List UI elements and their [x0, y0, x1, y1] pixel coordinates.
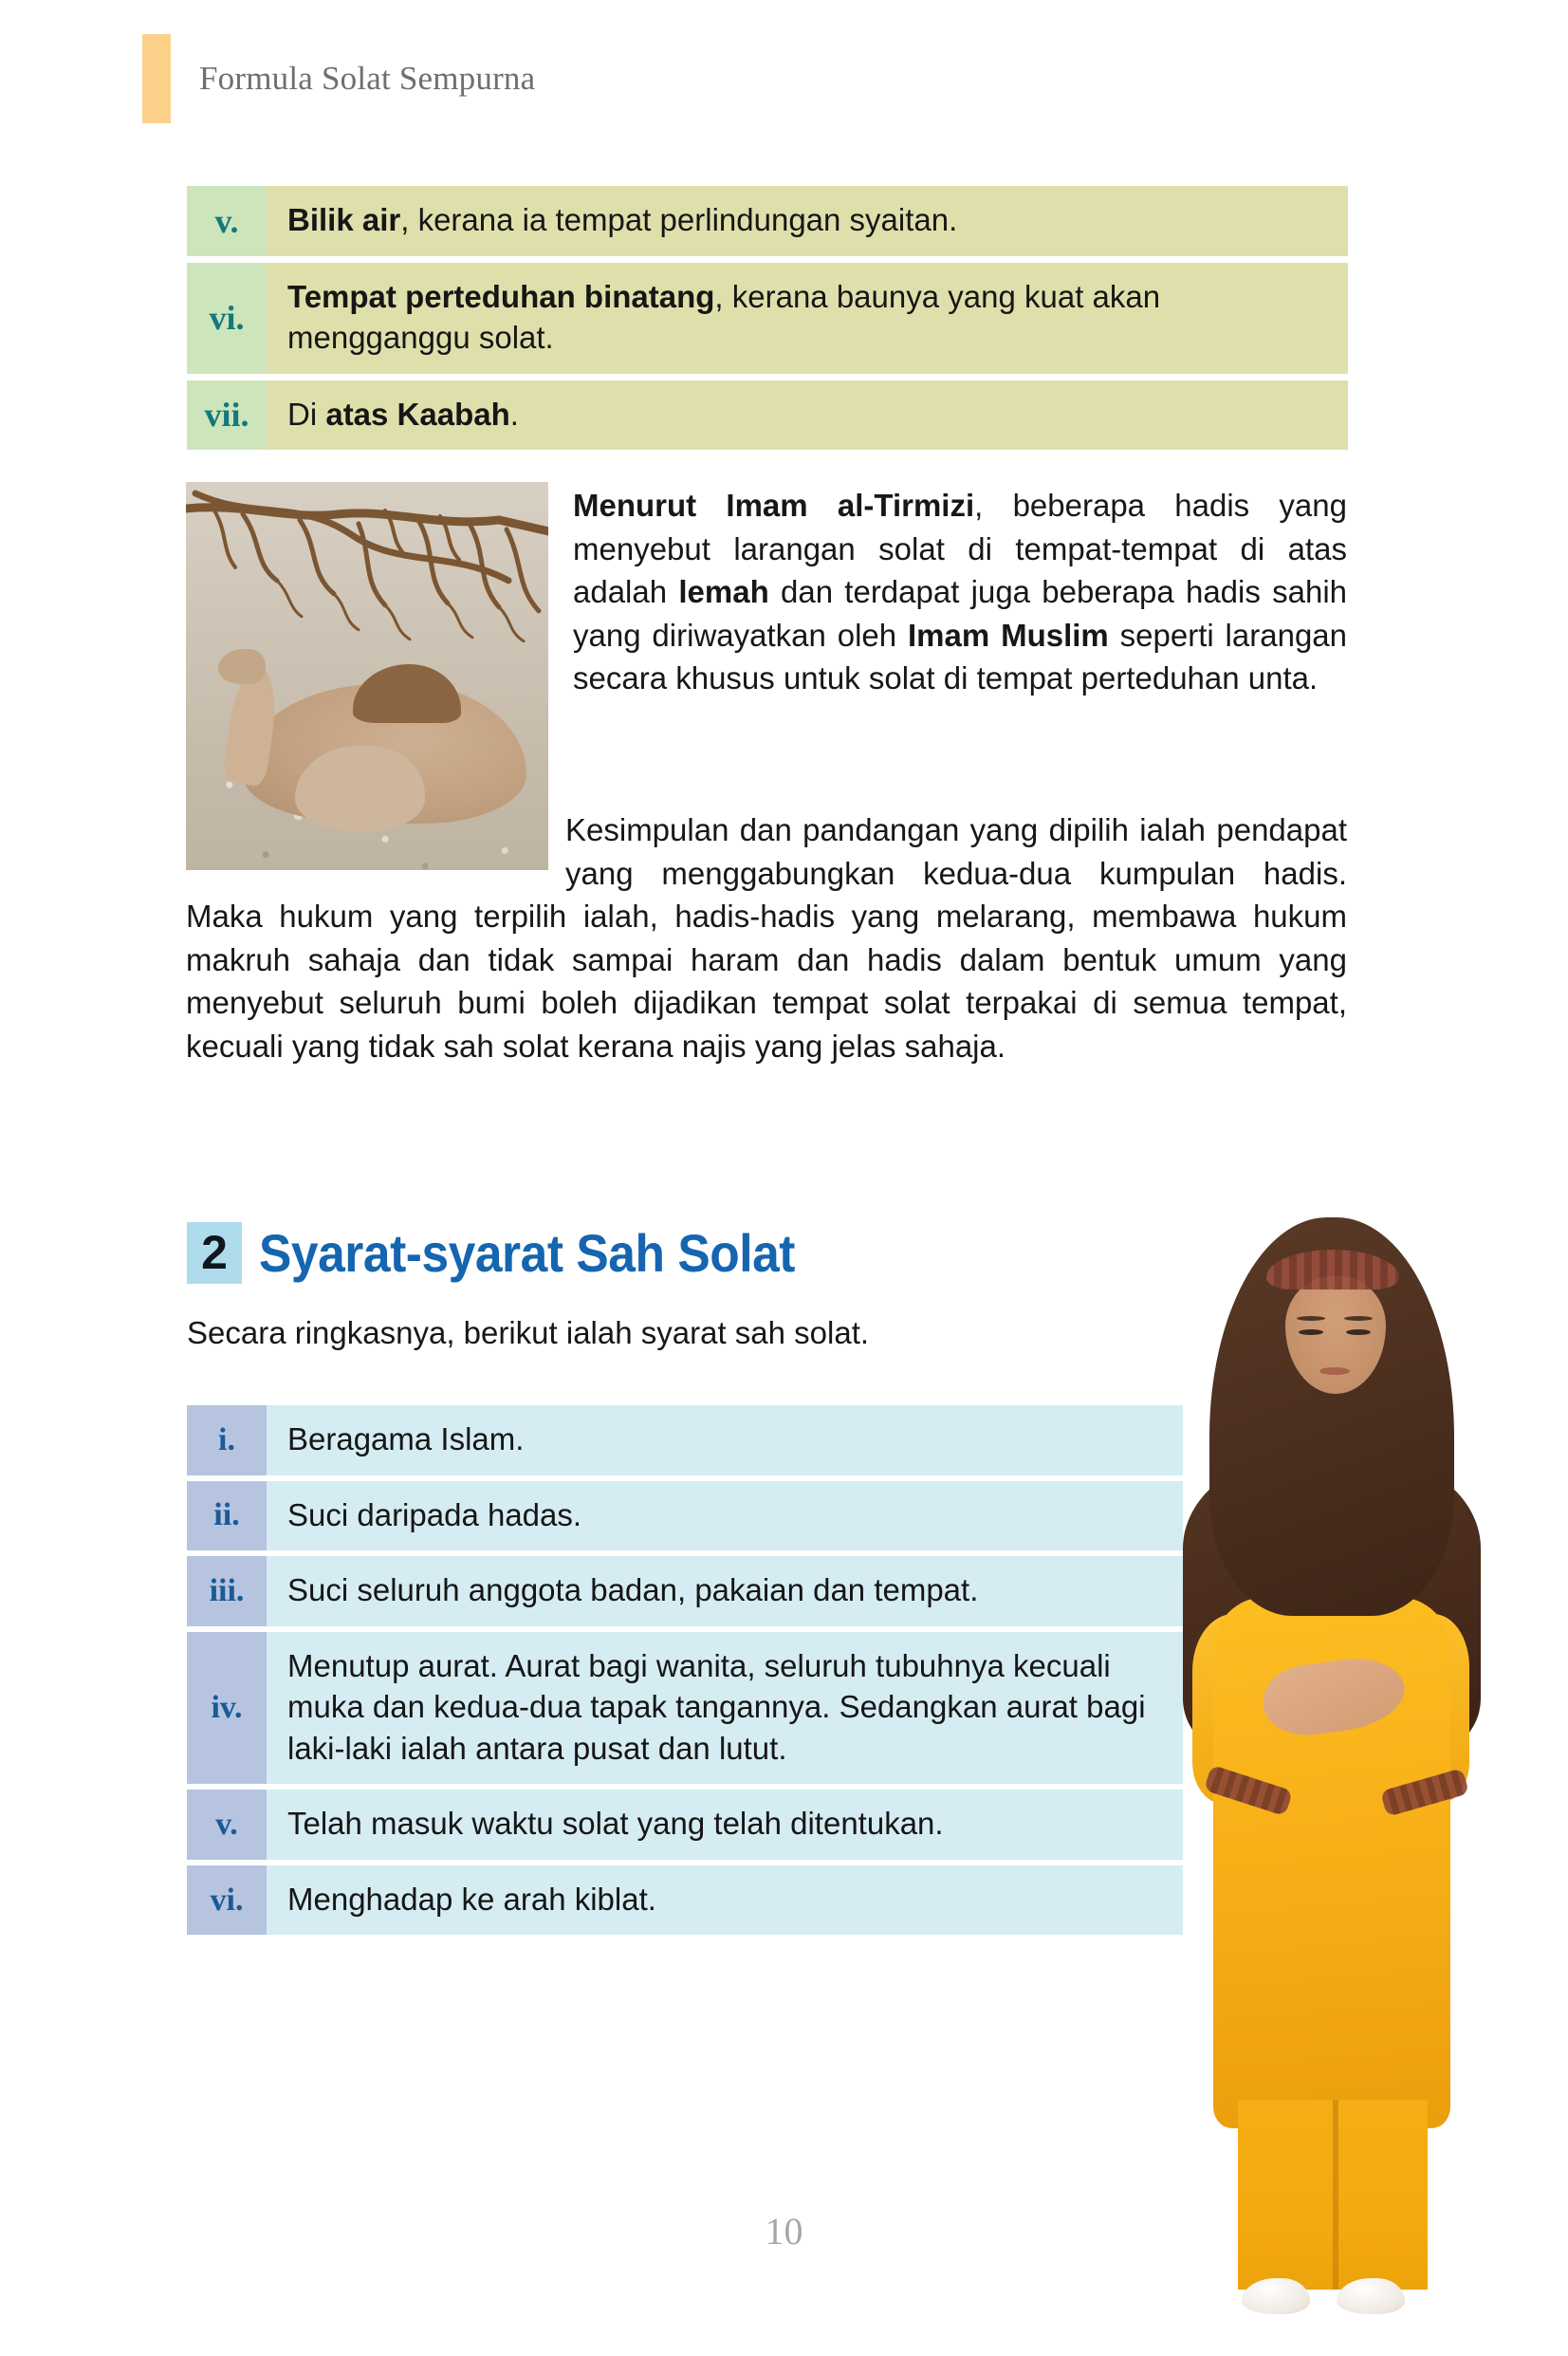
row-text: [267, 186, 1348, 256]
paragraph-kesimpulan-wrapper: [186, 808, 1347, 1067]
section-title: Syarat-syarat Sah Solat: [259, 1223, 795, 1283]
tirmizi-bold-1: Menurut Imam al-Tirmizi: [573, 488, 975, 523]
table-row: [187, 1481, 1183, 1551]
row-text-lead: Di: [287, 396, 326, 432]
header-accent-bar: [142, 34, 171, 123]
row-numeral: ii.: [187, 1481, 267, 1551]
girl-eyebrow-right: [1344, 1316, 1373, 1321]
tirmizi-bold-3: Imam Muslim: [908, 617, 1109, 653]
praying-girl-photo: [1151, 1217, 1511, 2318]
row-numeral: v.: [187, 186, 267, 256]
row-text-rest: , kerana ia tempat perlindungan syaitan.: [400, 202, 958, 237]
section-heading: [187, 1222, 841, 1284]
table-row: [187, 380, 1348, 451]
table-row: [187, 1405, 1183, 1475]
prohibited-places-table: [187, 186, 1348, 456]
tirmizi-text-3: seperti larangan secara khusus untuk solat di tempat perteduhan unta.: [573, 617, 1348, 696]
row-numeral: vii.: [187, 380, 267, 451]
row-text-rest: .: [509, 396, 519, 432]
row-text: Suci daripada hadas.: [267, 1481, 1183, 1551]
row-text: Beragama Islam.: [267, 1405, 1183, 1475]
row-numeral: iii.: [187, 1556, 267, 1626]
row-text-bold: Bilik air: [287, 202, 401, 237]
section-number: 2: [187, 1222, 242, 1284]
row-numeral: i.: [187, 1405, 267, 1475]
table-row: [187, 1632, 1183, 1785]
row-text-bold: Tempat perteduhan binatang: [287, 278, 715, 314]
paragraph-kesimpulan: Kesimpulan dan pandangan yang dipilih ialah pendapat yang menggabungkan kedua-dua kumpulan hadis. Maka hukum yang terpilih ialah, hadis-hadis yang melarang, membawa hukum makruh sahaja dan tidak sampai haram dan hadis dalam bentuk umum yang menyebut seluruh bumi boleh dijadikan tempat solat terpakai di semua tempat, kecuali yang tidak sah solat kerana najis yang jelas sahaja.: [186, 812, 1347, 1064]
table-row: [187, 1865, 1183, 1936]
row-text-bold: atas Kaabah: [325, 396, 510, 432]
row-text: Suci seluruh anggota badan, pakaian dan tempat.: [267, 1556, 1183, 1626]
girl-eye-left: [1299, 1329, 1323, 1335]
photo-wrap-shim: [186, 808, 565, 877]
table-row: [187, 263, 1348, 374]
header-title: Formula Solat Sempurna: [199, 60, 536, 97]
girl-eyebrow-left: [1297, 1316, 1325, 1321]
row-numeral: vi.: [187, 263, 267, 374]
row-text: Menghadap ke arah kiblat.: [267, 1865, 1183, 1936]
valid-prayer-conditions-table: [187, 1405, 1183, 1940]
table-row: [187, 1556, 1183, 1626]
girl-mouth: [1319, 1367, 1350, 1375]
paragraph-ringkas: Secara ringkasnya, berikut ialah syarat sah solat.: [187, 1315, 870, 1350]
row-text-rest: , kerana baunya yang kuat akan mengganggu solat.: [287, 278, 1161, 356]
row-numeral: iv.: [187, 1632, 267, 1785]
row-text: Telah masuk waktu solat yang telah ditentukan.: [267, 1790, 1183, 1860]
page-header: [142, 34, 535, 123]
row-text: Menutup aurat. Aurat bagi wanita, seluruh tubuhnya kecuali muka dan kedua-dua tapak tangannya. Sedangkan aurat bagi laki-laki ialah antara pusat dan lutut.: [267, 1632, 1183, 1785]
tirmizi-text-2: dan terdapat juga beberapa hadis sahih yang diriwayatkan oleh: [573, 574, 1348, 653]
girl-eye-right: [1346, 1329, 1371, 1335]
girl-pants: [1238, 2100, 1428, 2290]
table-row: [187, 1790, 1183, 1860]
row-text: [267, 380, 1348, 451]
girl-sock-right: [1337, 2278, 1405, 2314]
girl-sock-left: [1242, 2278, 1310, 2314]
row-text: [267, 263, 1348, 374]
camel-head: [218, 649, 266, 684]
tirmizi-text-1: , beberapa hadis yang menyebut larangan solat di tempat-tempat di atas adalah: [573, 488, 1347, 610]
paragraph-tirmizi: [573, 484, 1347, 700]
table-row: [187, 186, 1348, 256]
row-numeral: vi.: [187, 1865, 267, 1936]
page-number: 10: [765, 2210, 803, 2253]
tirmizi-bold-2: lemah: [678, 574, 769, 610]
row-numeral: v.: [187, 1790, 267, 1860]
